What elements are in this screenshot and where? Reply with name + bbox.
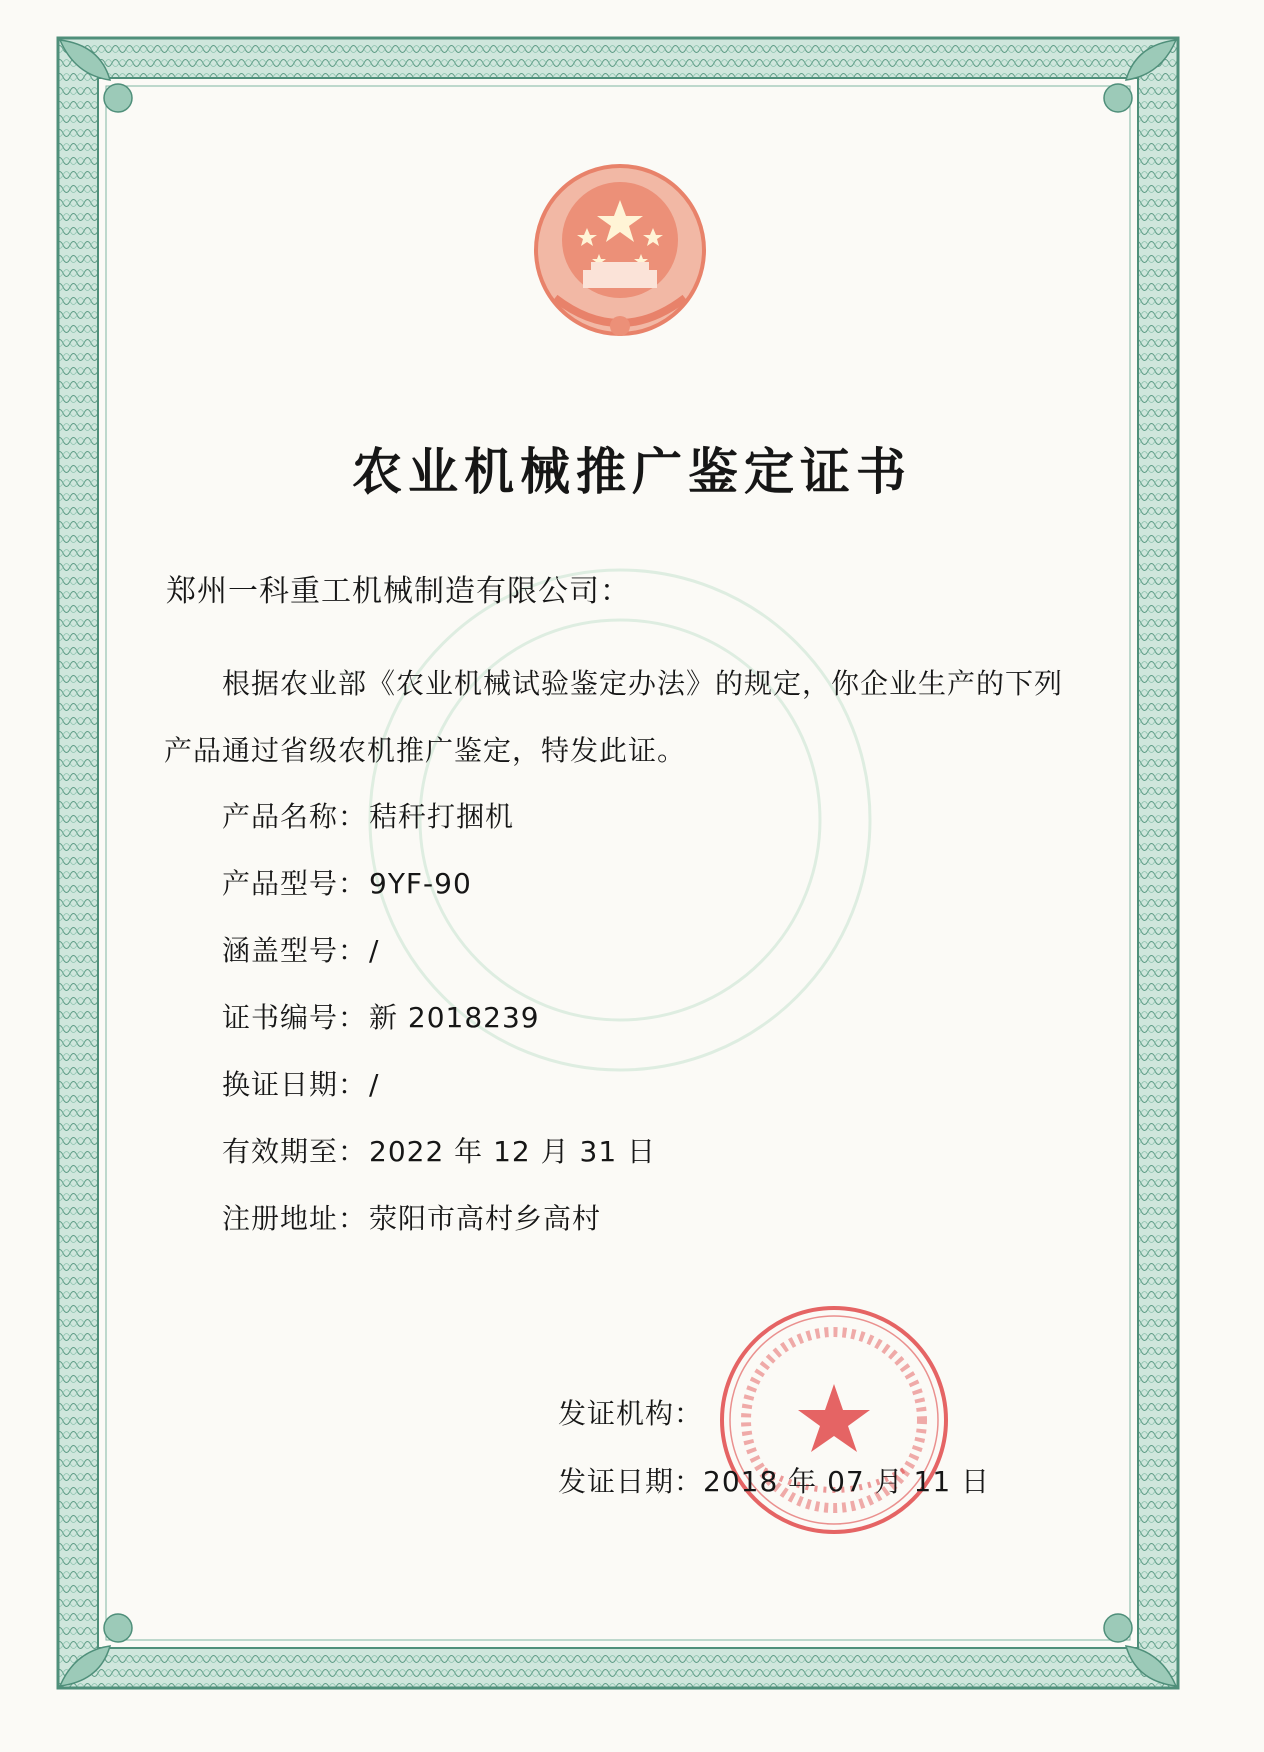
field-value: 荥阳市高村乡高村 bbox=[369, 1202, 602, 1235]
field-product-model bbox=[222, 862, 472, 902]
issue-date-label: 发证日期： bbox=[558, 1465, 704, 1498]
field-certificate-number bbox=[222, 996, 540, 1036]
field-label: 换证日期： bbox=[222, 1068, 368, 1101]
field-label: 产品型号： bbox=[222, 867, 368, 900]
field-covered-models bbox=[222, 929, 379, 969]
field-label: 证书编号： bbox=[222, 1001, 368, 1034]
body-text-line-2: 产品通过省级农机推广鉴定，特发此证。 bbox=[164, 734, 687, 767]
field-label: 有效期至： bbox=[222, 1135, 368, 1168]
body-text-line-1: 根据农业部《农业机械试验鉴定办法》的规定，你企业生产的下列 bbox=[222, 667, 1064, 700]
field-label: 涵盖型号： bbox=[222, 934, 368, 967]
field-valid-until bbox=[222, 1130, 656, 1170]
national-emblem-icon bbox=[525, 158, 715, 348]
field-registered-address bbox=[222, 1197, 601, 1237]
issuing-authority-label: 发证机构： bbox=[558, 1397, 704, 1430]
field-label: 注册地址： bbox=[222, 1202, 368, 1235]
field-value: 2022 年 12 月 31 日 bbox=[369, 1135, 657, 1168]
field-value: 新 2018239 bbox=[369, 1001, 540, 1034]
official-seal-icon bbox=[712, 1298, 956, 1542]
field-value: 9YF-90 bbox=[369, 867, 472, 900]
field-product-name bbox=[222, 795, 514, 835]
certificate-title: 农业机械推广鉴定证书 bbox=[352, 442, 912, 501]
issuing-authority bbox=[558, 1392, 703, 1432]
field-value: 秸秆打捆机 bbox=[369, 800, 515, 833]
field-label: 产品名称： bbox=[222, 800, 368, 833]
field-renewal-date bbox=[222, 1063, 379, 1103]
issue-date bbox=[558, 1460, 990, 1500]
field-value: / bbox=[369, 1068, 380, 1101]
recipient-company: 郑州一科重工机械制造有限公司： bbox=[166, 574, 631, 609]
field-value: / bbox=[369, 934, 380, 967]
issue-date-value: 2018 年 07 月 11 日 bbox=[703, 1465, 991, 1498]
